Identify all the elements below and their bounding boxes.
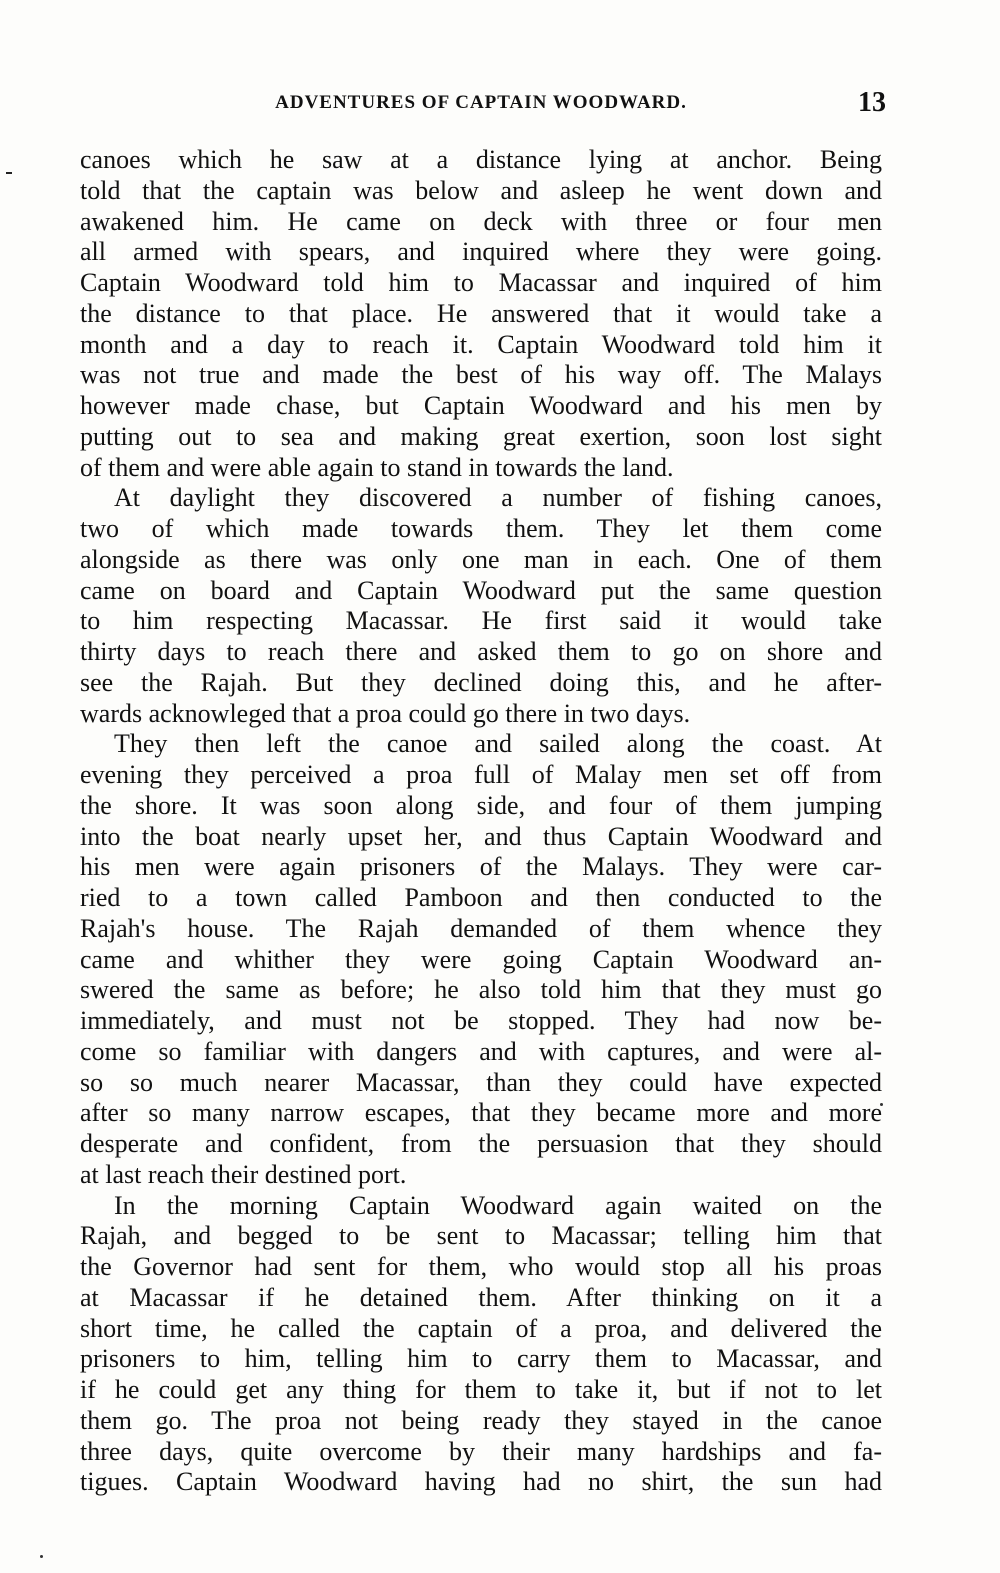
text-line: awakened him. He came on deck with three or four men — [80, 206, 882, 236]
text-line: of them and were able again to stand in towards the land. — [80, 452, 674, 482]
text-line: desperate and confident, from the persuasion that they should — [80, 1129, 882, 1158]
text-line: after so many narrow escapes, that they became more and more — [80, 1098, 882, 1128]
text-line: at Macassar if he detained them. After thinking on it a — [80, 1282, 882, 1312]
text-line: at last reach their destined port. — [80, 1159, 407, 1189]
text-line: putting out to sea and making great exertion, soon lost sight — [80, 421, 882, 451]
text-line: three days, quite overcome by their many hardships and fa- — [80, 1436, 882, 1466]
running-title: ADVENTURES OF CAPTAIN WOODWARD. — [275, 92, 687, 113]
text-line: Captain Woodward told him to Macassar and inquired of him — [80, 268, 882, 297]
text-line: them go. The proa not being ready they stayed in the canoe — [80, 1405, 882, 1435]
text-line: came and whither they were going Captain Woodward an- — [80, 944, 882, 974]
text-line: however made chase, but Captain Woodward and his men by — [80, 391, 882, 420]
text-line: canoes which he saw at a distance lying at anchor. Being — [80, 145, 882, 174]
text-line: came on board and Captain Woodward put the same question — [80, 575, 882, 605]
text-line: ried to a town called Pamboon and then conducted to the — [80, 883, 882, 912]
margin-mark — [6, 172, 12, 174]
ink-speck — [40, 1555, 43, 1558]
running-header — [80, 87, 886, 118]
text-line: In the morning Captain Woodward again waited on the — [114, 1190, 882, 1220]
text-line: into the boat nearly upset her, and thus Captain Woodward and — [80, 821, 882, 851]
text-line: immediately, and must not be stopped. They had now be- — [80, 1006, 882, 1035]
text-line: come so familiar with dangers and with captures, and were al- — [80, 1036, 882, 1066]
text-line: evening they perceived a proa full of Malay men set off from — [80, 760, 882, 789]
text-line: to him respecting Macassar. He first said it would take — [80, 606, 882, 636]
text-line: swered the same as before; he also told him that they must go — [80, 975, 882, 1005]
text-line: At daylight they discovered a number of fishing canoes, — [114, 483, 882, 513]
text-line: tigues. Captain Woodward having had no shirt, the sun had — [80, 1467, 882, 1497]
text-line: see the Rajah. But they declined doing this, and he after- — [80, 667, 882, 697]
text-line: the Governor had sent for them, who would stop all his proas — [80, 1252, 882, 1281]
text-line: Rajah, and begged to be sent to Macassar; telling him that — [80, 1221, 882, 1251]
text-line: was not true and made the best of his way off. The Malays — [80, 360, 882, 390]
text-line: so so much nearer Macassar, than they could have expected — [80, 1067, 882, 1097]
text-line: all armed with spears, and inquired where they were going. — [80, 237, 882, 267]
text-line: Rajah's house. The Rajah demanded of them whence they — [80, 913, 882, 943]
text-line: prisoners to him, telling him to carry them to Macassar, and — [80, 1344, 882, 1374]
text-line: his men were again prisoners of the Malays. They were car- — [80, 852, 882, 882]
text-line: the shore. It was soon along side, and four of them jumping — [80, 790, 882, 820]
text-line: month and a day to reach it. Captain Woodward told him it — [80, 329, 882, 359]
text-line: two of which made towards them. They let them come — [80, 514, 882, 543]
text-line: They then left the canoe and sailed along the coast. At — [114, 729, 882, 759]
text-line: if he could get any thing for them to take it, but if not to let — [80, 1375, 882, 1404]
text-line: alongside as there was only one man in each. One of them — [80, 544, 882, 574]
page-number: 13 — [858, 87, 886, 118]
text-line: wards acknowleged that a proa could go there in two days. — [80, 698, 691, 728]
text-line: thirty days to reach there and asked them to go on shore and — [80, 637, 882, 666]
text-line: short time, he called the captain of a proa, and delivered the — [80, 1313, 882, 1343]
text-line: the distance to that place. He answered that it would take a — [80, 298, 882, 328]
text-line: told that the captain was below and asleep he went down and — [80, 175, 882, 205]
body-text — [80, 145, 882, 1498]
